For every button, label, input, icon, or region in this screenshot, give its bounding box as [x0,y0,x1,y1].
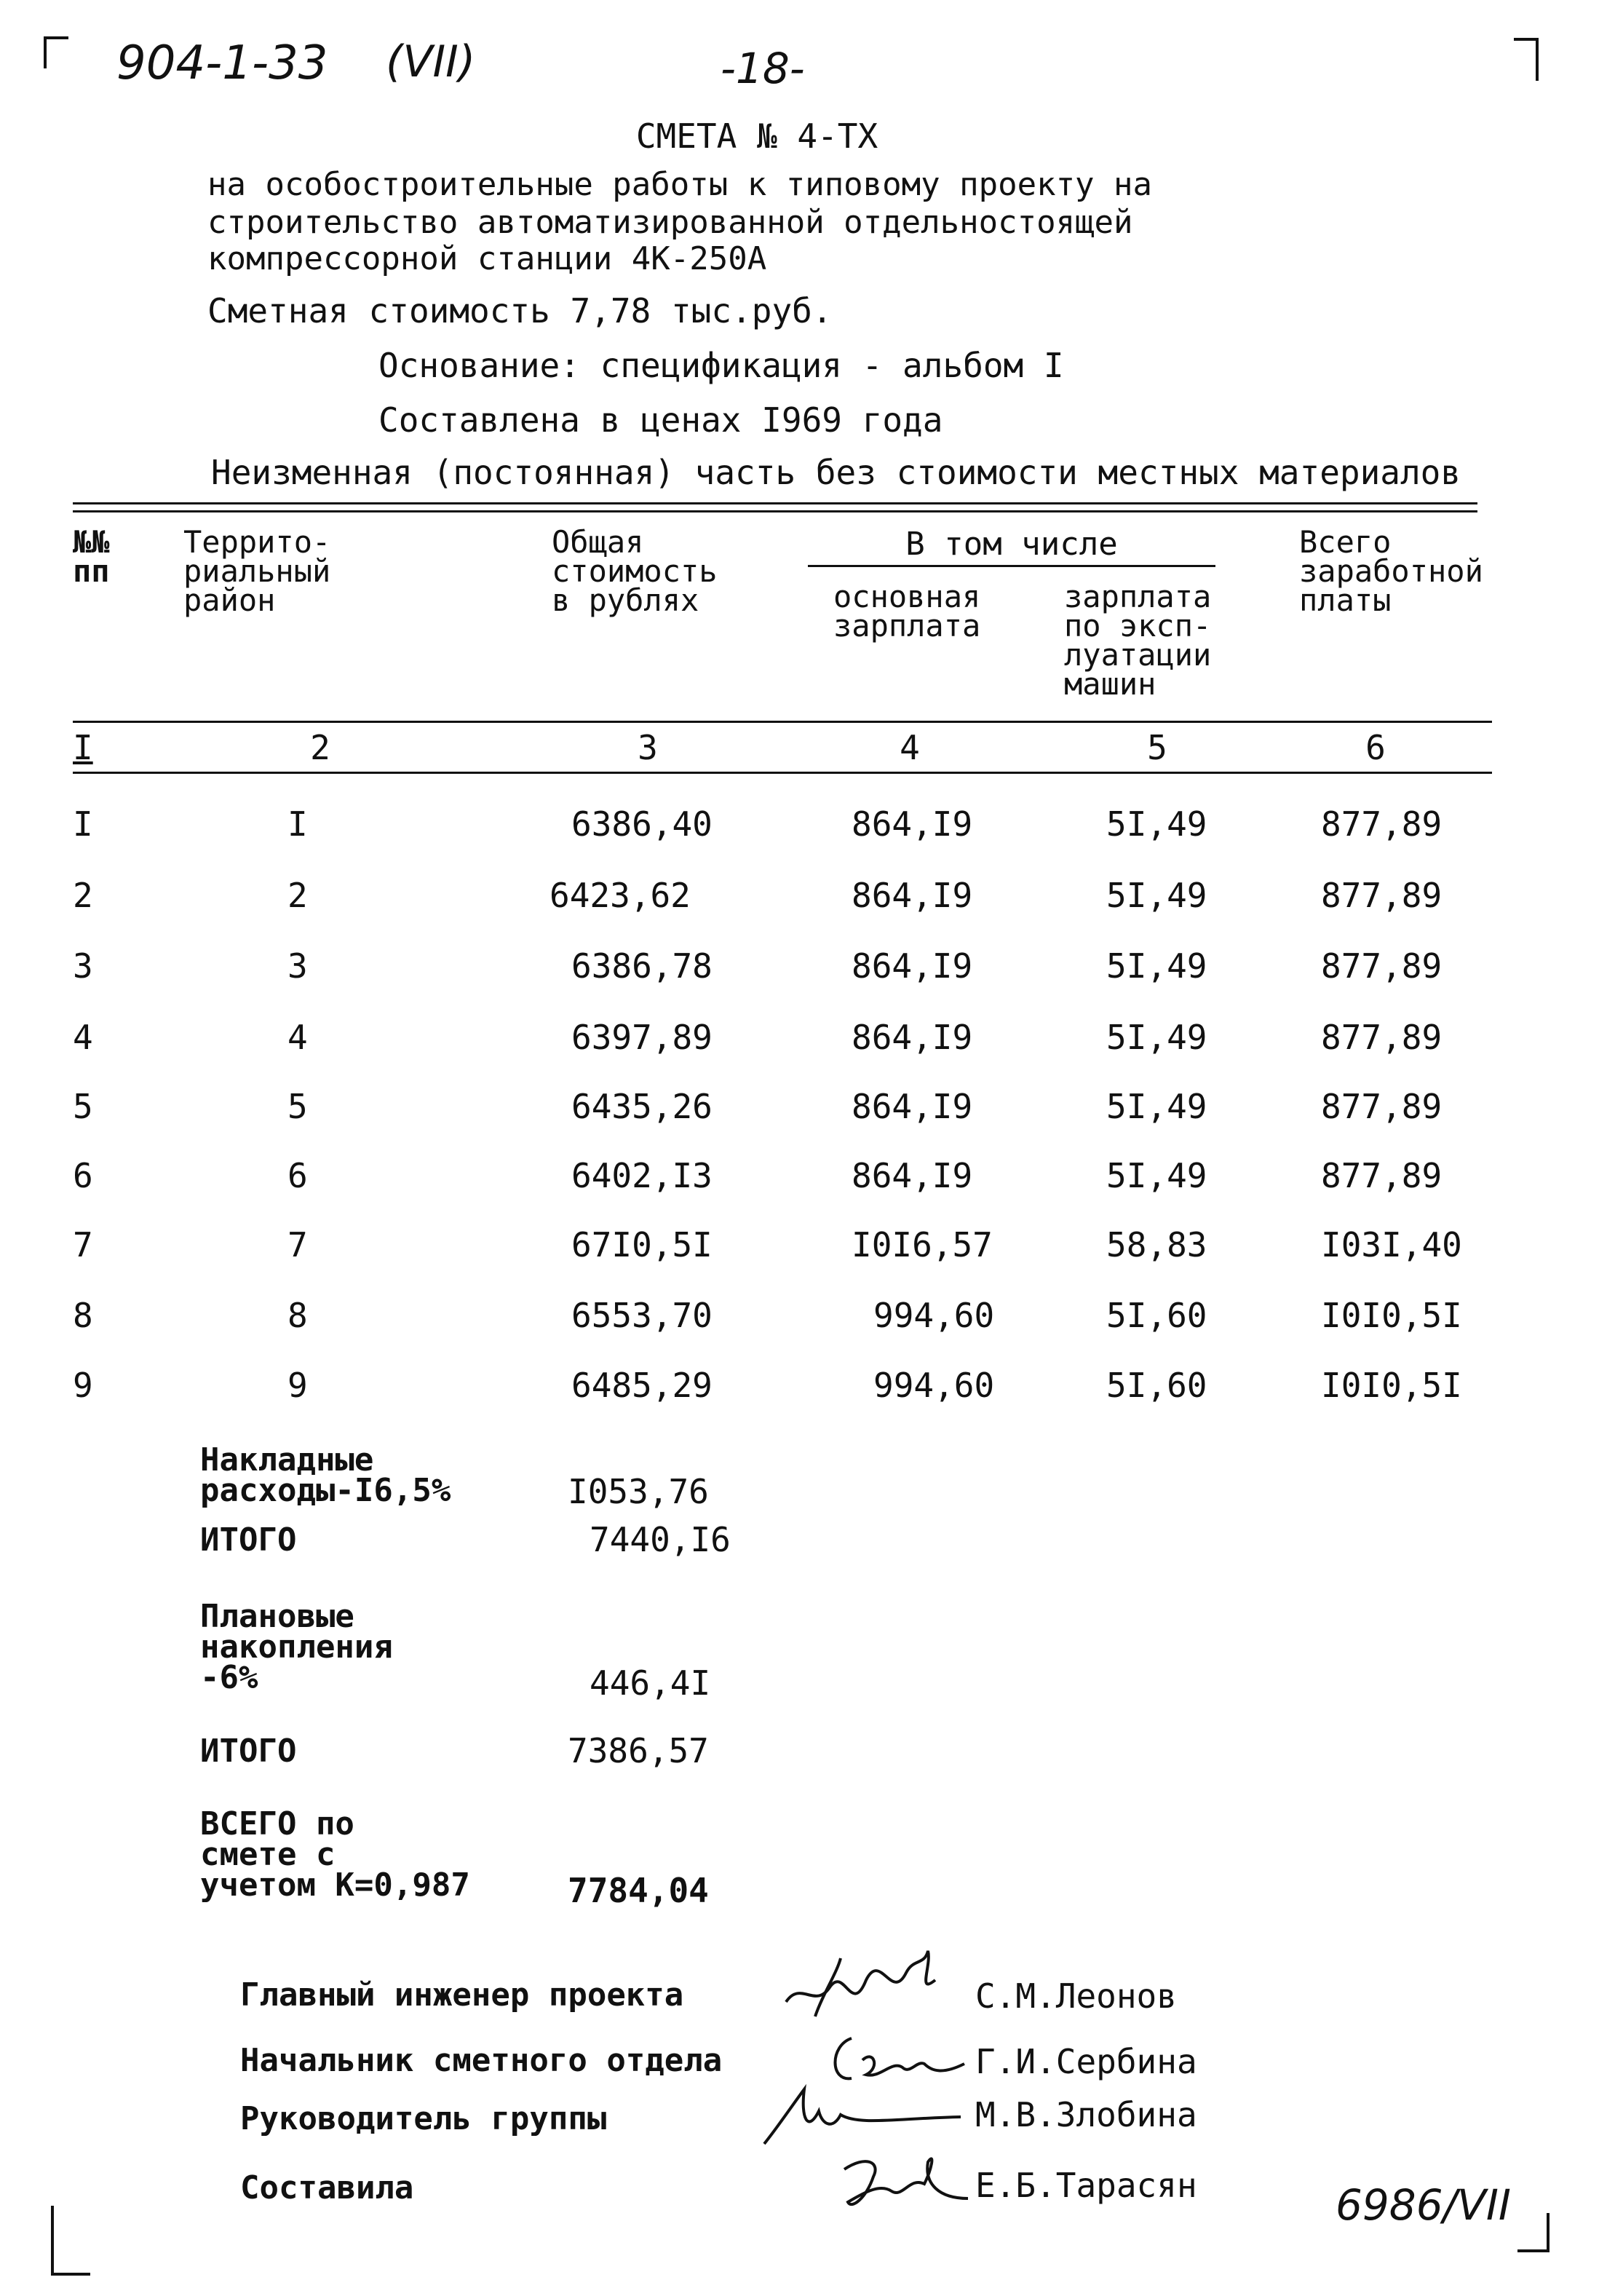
cell-region: I [287,804,308,844]
summary-subtotal-1-value: 7440,I6 [590,1520,731,1559]
signature-role-estimate-head: Начальник сметного отдела [240,2042,723,2079]
signature-role-compiled: Составила [240,2169,414,2206]
header-including: В том числе [905,526,1118,563]
subtitle-line-3: компрессорной станции 4К-250А [207,240,767,277]
cell-machine-salary: 5I,49 [1106,1087,1207,1126]
cell-region: 8 [287,1296,308,1335]
cell-total-salary: 877,89 [1321,1018,1443,1057]
header-total-salary: Всего заработной платы [1299,524,1483,618]
signature-name-serbina: Г.И.Сербина [975,2042,1197,2081]
col-number-rule [73,772,1492,774]
cell-total-cost: 6485,29 [571,1366,713,1405]
cell-total-cost: 6386,40 [571,804,713,844]
cell-total-cost: 6553,70 [571,1296,713,1335]
header-base-salary: основная зарплата [833,579,981,644]
subtitle-line-1: на особостроительные работы к типовому проекту на [207,166,1153,203]
col-number-6: 6 [1365,728,1386,767]
cell-machine-salary: 58,83 [1106,1225,1207,1264]
summary-subtotal-2-label: ИТОГО [200,1733,297,1770]
cell-num: I [73,804,93,844]
footer-document-code: 6986/VII [1336,2180,1512,2230]
corner-mark-bottom-left [51,2206,90,2276]
header-machine-salary: зарплата по эксп- луатации машин [1064,579,1212,702]
cell-num: 7 [73,1225,93,1264]
summary-planned-label: Плановые накопления -6% [200,1598,393,1696]
cell-total-cost: 6397,89 [571,1018,713,1057]
signature-role-chief-engineer: Главный инженер проекта [240,1976,684,2014]
cell-total-salary: I0I0,5I [1321,1296,1462,1335]
summary-planned-value: 446,4I [590,1663,711,1703]
document-volume: (VII) [386,36,476,87]
basis-line: Основание: спецификация - альбом I [378,346,1064,385]
col-number-4: 4 [900,728,920,767]
part-heading: Неизменная (постоянная) часть без стоимости местных материалов [211,453,1461,492]
signature-role-group-head: Руководитель группы [240,2100,607,2137]
corner-mark-top-left [44,36,68,68]
subtitle-line-2: строительство автоматизированной отдельностоящей [207,204,1133,241]
cell-base-salary: 864,I9 [852,876,973,915]
cell-machine-salary: 5I,60 [1106,1366,1207,1405]
header-num: №№ пп [73,524,110,589]
document-title: СМЕТА № 4-ТХ [635,116,878,156]
cell-total-cost: 6435,26 [571,1087,713,1126]
cell-total-cost: 6386,78 [571,946,713,986]
col-number-5: 5 [1147,728,1167,767]
cell-num: 4 [73,1018,93,1057]
cell-base-salary: 864,I9 [852,1087,973,1126]
cell-base-salary: 994,60 [873,1366,995,1405]
col-number-3: 3 [638,728,658,767]
cell-num: 8 [73,1296,93,1335]
cell-region: 3 [287,946,308,986]
cell-total-salary: 877,89 [1321,946,1443,986]
cell-machine-salary: 5I,49 [1106,1018,1207,1057]
header-bottom-rule [73,721,1492,723]
cell-region: 5 [287,1087,308,1126]
cell-base-salary: 864,I9 [852,1018,973,1057]
cell-total-salary: I0I0,5I [1321,1366,1462,1405]
cell-region: 6 [287,1156,308,1195]
cell-num: 2 [73,876,93,915]
cell-num: 3 [73,946,93,986]
cell-num: 6 [73,1156,93,1195]
cell-base-salary: 994,60 [873,1296,995,1335]
signature-name-zlobina: М.В.Злобина [975,2095,1197,2134]
col-number-1: I [73,728,93,767]
header-including-rule [808,565,1215,567]
handwritten-signature-leonov [771,1936,946,2031]
header-region: Террито- риальный район [183,524,331,618]
header-total-cost: Общая стоимость в рублях [552,524,718,618]
corner-mark-top-right [1514,38,1539,81]
cell-machine-salary: 5I,49 [1106,876,1207,915]
cell-num: 9 [73,1366,93,1405]
corner-mark-bottom-right [1517,2213,1550,2252]
cell-total-salary: 877,89 [1321,1156,1443,1195]
summary-grand-total-value: 7784,04 [568,1871,709,1910]
cell-base-salary: I0I6,57 [852,1225,993,1264]
summary-overhead-value: I053,76 [568,1472,709,1511]
cell-region: 7 [287,1225,308,1264]
cell-machine-salary: 5I,49 [1106,946,1207,986]
cell-total-salary: 877,89 [1321,804,1443,844]
cell-base-salary: 864,I9 [852,946,973,986]
cell-num: 5 [73,1087,93,1126]
cell-machine-salary: 5I,49 [1106,1156,1207,1195]
signature-name-tarasyan: Е.Б.Тарасян [975,2166,1197,2205]
cell-region: 4 [287,1018,308,1057]
document-code: 904-1-33 [116,36,328,90]
cell-region: 9 [287,1366,308,1405]
estimate-cost: Сметная стоимость 7,78 тыс.руб. [207,291,833,330]
page-number: -18- [721,44,805,93]
cell-machine-salary: 5I,60 [1106,1296,1207,1335]
summary-subtotal-2-value: 7386,57 [568,1731,709,1770]
col-number-2: 2 [310,728,330,767]
cell-total-salary: I03I,40 [1321,1225,1462,1264]
cell-total-cost: 6423,62 [549,876,691,915]
cell-base-salary: 864,I9 [852,1156,973,1195]
cell-region: 2 [287,876,308,915]
summary-subtotal-1-label: ИТОГО [200,1521,297,1559]
summary-overhead-label: Накладные расходы-I6,5% [200,1441,451,1509]
table-top-rule [73,502,1477,512]
prices-line: Составлена в ценах I969 года [378,400,943,440]
cell-total-cost: 6402,I3 [571,1156,713,1195]
cell-total-cost: 67I0,5I [571,1225,713,1264]
cell-base-salary: 864,I9 [852,804,973,844]
cell-machine-salary: 5I,49 [1106,804,1207,844]
signature-name-leonov: С.М.Леонов [975,1976,1177,2016]
summary-grand-total-label: ВСЕГО по смете с учетом К=0,987 [200,1805,470,1904]
cell-total-salary: 877,89 [1321,876,1443,915]
cell-total-salary: 877,89 [1321,1087,1443,1126]
handwritten-signature-tarasyan [822,2140,983,2220]
